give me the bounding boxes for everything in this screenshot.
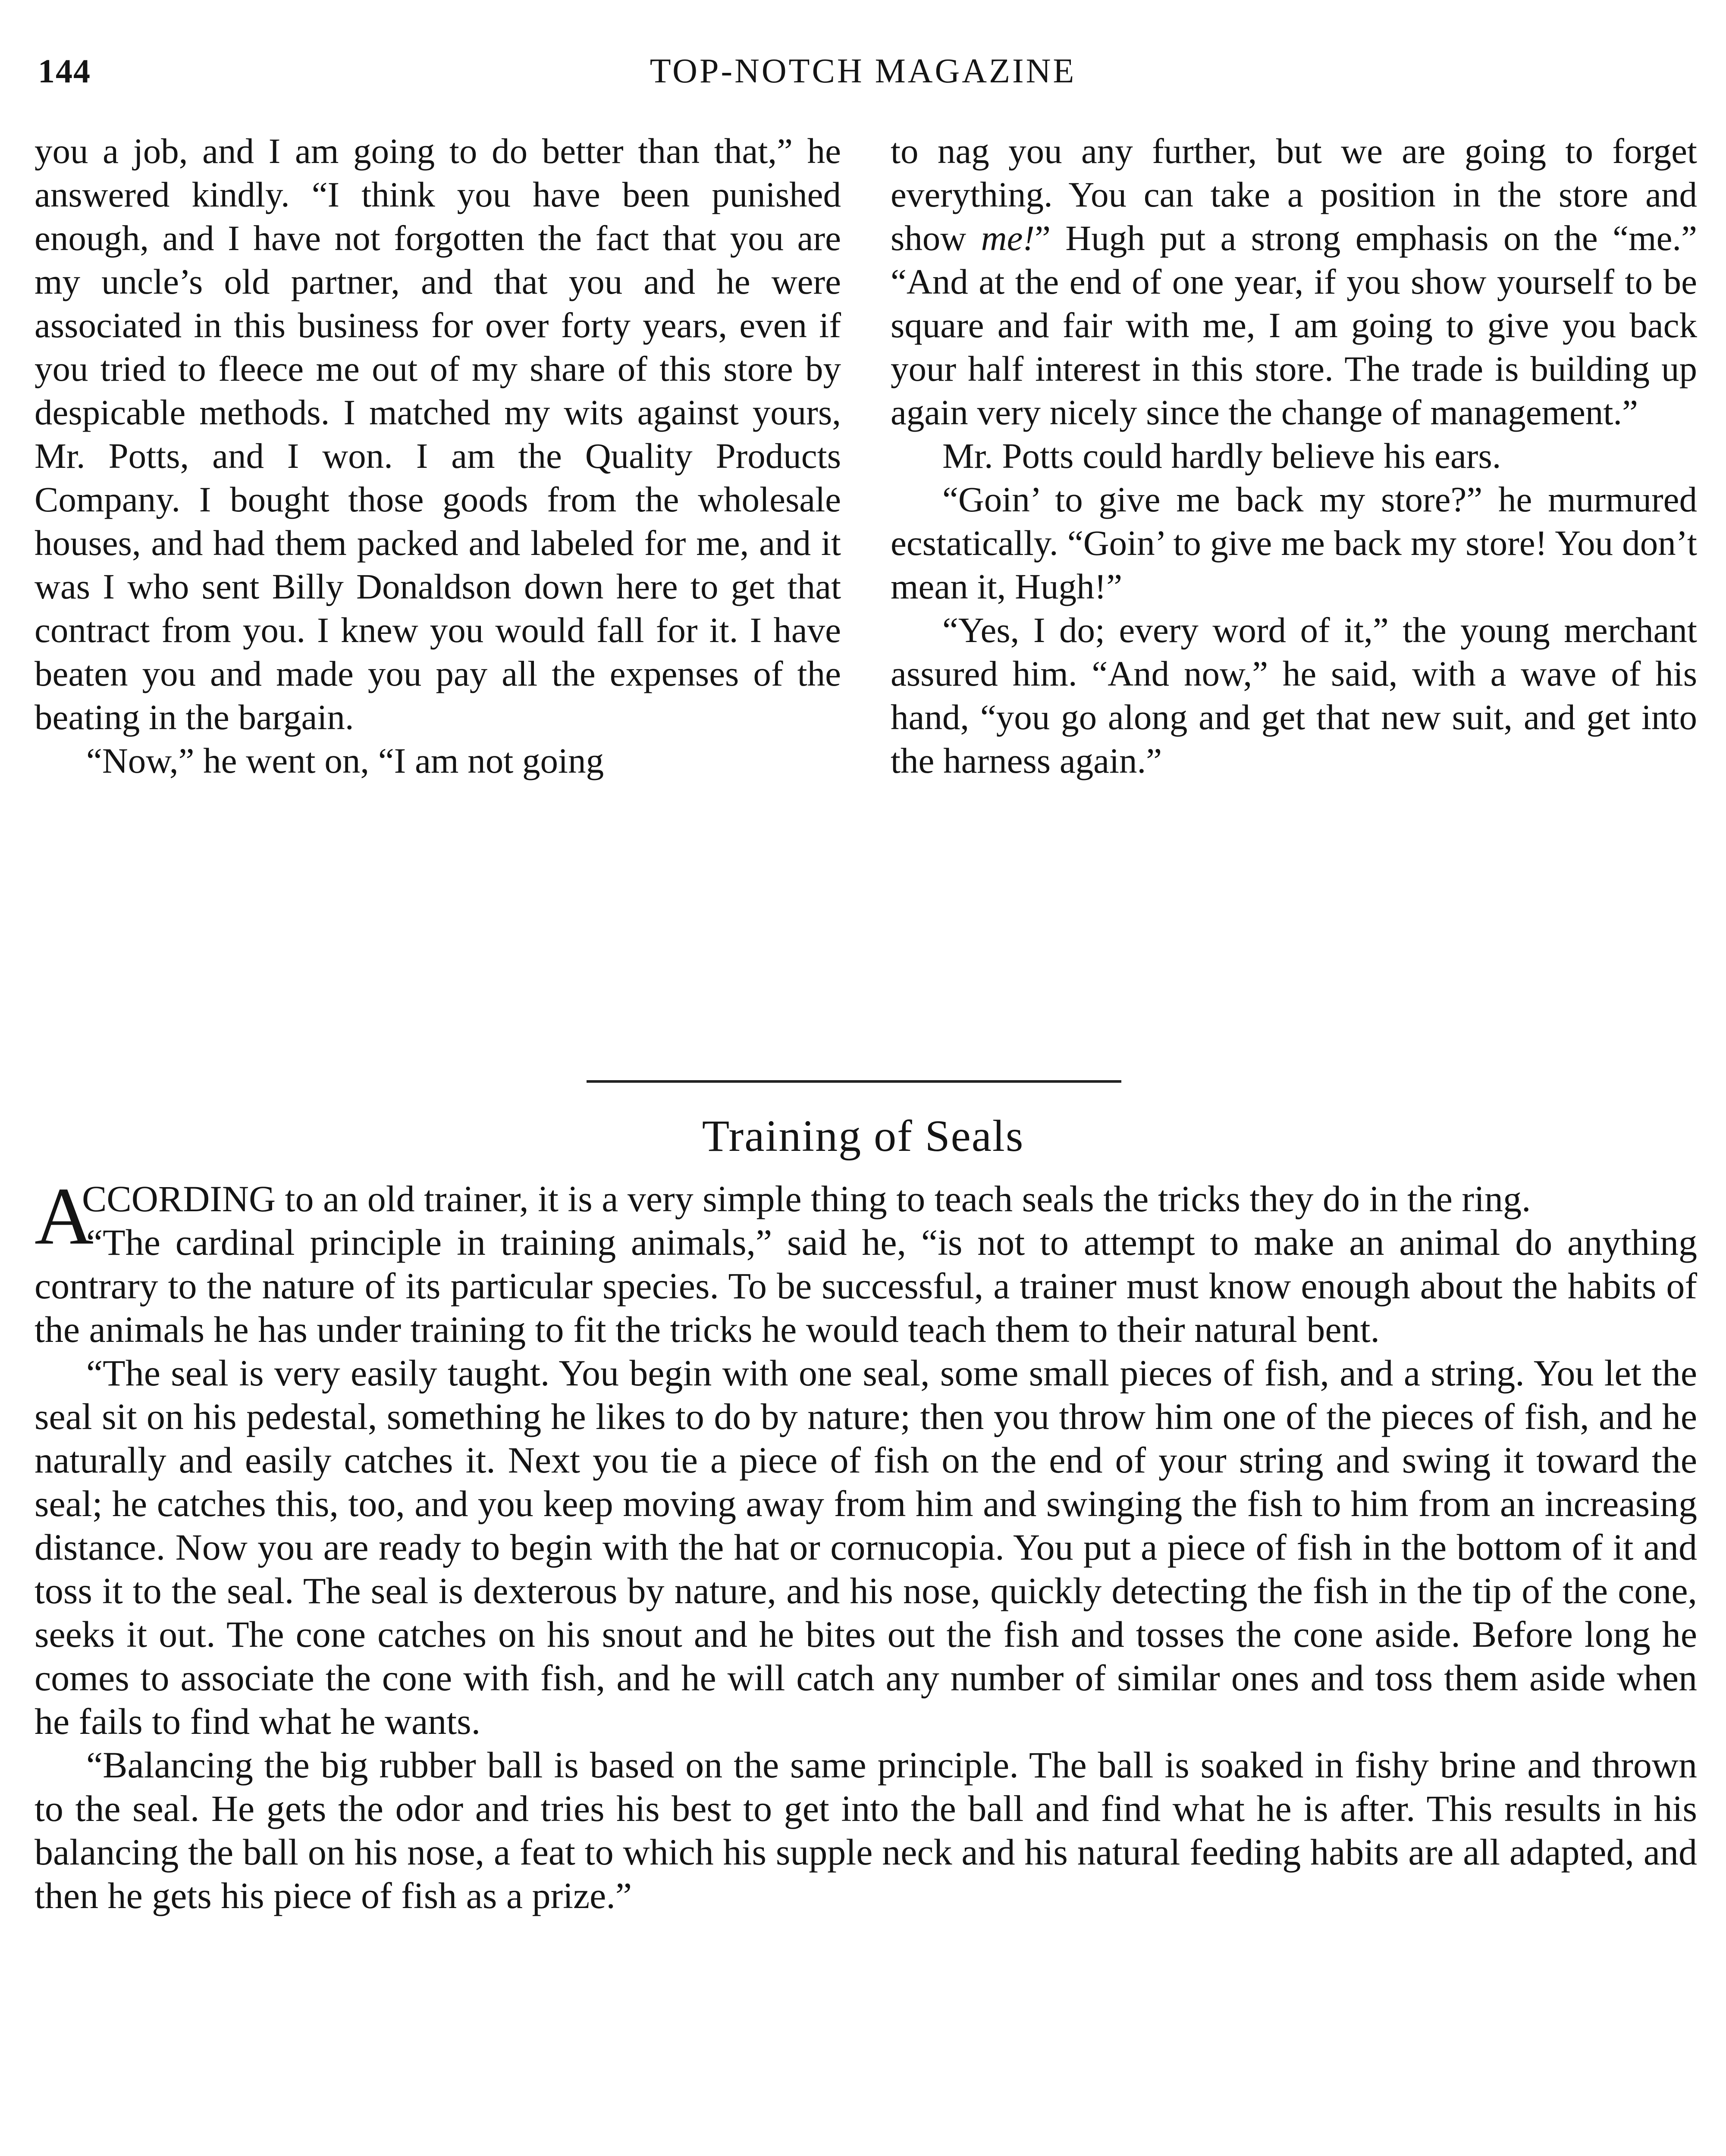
seals-paragraph-3: “The seal is very easily taught. You begin with one seal, some small pieces of fish, and a string. You let the seal sit on his pedestal, something he likes to do by nature; then you throw him one of the pieces of fish, and he naturally and easily catches it. Next you tie a piece of fish on the end of your string and swing it toward the seal; he catches this, too, and you keep moving away from him and swinging the fish to him from an increasing distance. Now you are ready to begin with the hat or cornucopia. You put a piece of fish in the bottom of it and toss it to the seal. The seal is dexterous by nature, and his nose, quickly detecting the fish in the tip of the cone, seeks it out. The cone catches on his snout and he bites out the fish and tosses the cone aside. Before long he comes to associate the cone with fish, and he will catch any number of similar ones and toss them aside when he fails to find what he wants.	[35, 1352, 1697, 1742]
seals-paragraph-1	[35, 1171, 1697, 1262]
story-continuation	[35, 129, 1695, 1056]
seals-paragraph-2: “The cardinal principle in training animals,” said he, “is not to attempt to make an animal do anything contrary to the nature of its particular species. To be successful, a trainer must know enough about the habits of the animals he has under training to fit the tricks he would teach them to their natural bent.	[35, 1222, 1697, 1350]
right-paragraph-1-text: to nag you any further, but we are going to forget everything. You can take a position in the store and show	[891, 131, 1697, 258]
right-column	[891, 129, 1697, 783]
page-header	[0, 52, 1726, 99]
left-column	[35, 129, 841, 783]
right-paragraph-3: “Goin’ to give me back my store?” he murmured ecstatically. “Goin’ to give me back my store! You don’t mean it, Hugh!”	[891, 479, 1697, 606]
right-paragraph-1-rest: ” Hugh put a strong emphasis on the “me.” “And at the end of one year, if you show yourself to be square and fair with me, I am going to give you back your half interest in this store. The trade is building up again very nicely since the change of management.”	[891, 218, 1697, 432]
seals-article-body	[35, 1171, 1697, 1918]
running-head: TOP-NOTCH MAGAZINE	[650, 52, 1076, 90]
emphasis-me: me!	[981, 218, 1035, 258]
right-paragraph-2: Mr. Potts could hardly believe his ears.	[942, 436, 1501, 476]
seals-dropcap: A	[35, 1171, 94, 1262]
seals-paragraph-4: “Balancing the big rubber ball is based on the same principle. The ball is soaked in fishy brine and thrown to the seal. He gets the odor and tries his best to get into the ball and find what he is after. This results in his balancing the ball on his nose, a feat to which his supple neck and his natural feeding habits are all adapted, and then he gets his piece of fish as a prize.”	[35, 1744, 1697, 1916]
seals-title: Training of Seals	[702, 1111, 1024, 1161]
story-end-rule	[587, 1080, 1121, 1083]
right-paragraph-1	[891, 129, 1697, 434]
page-number: 144	[38, 52, 91, 90]
left-paragraph-1: you a job, and I am going to do better than that,” he answered kindly. “I think you have been punished enough, and I have not forgotten the fact that you are my uncle’s old partner, and that you and he were associated in this business for over forty years, even if you tried to fleece me out of my share of this store by despicable methods. I matched my wits against yours, Mr. Potts, and I won. I am the Quality Products Company. I bought those goods from the wholesale houses, and had them packed and labeled for me, and it was I who sent Billy Donaldson down here to get that contract from you. I knew you would fall for it. I have beaten you and made you pay all the expenses of the beating in the bargain.	[35, 131, 841, 737]
seals-paragraph-1-text: CCORDING to an old trainer, it is a very simple thing to teach seals the tricks they do in the ring.	[82, 1178, 1531, 1219]
right-paragraph-4: “Yes, I do; every word of it,” the young merchant assured him. “And now,” he said, with a wave of his hand, “you go along and get that new suit, and get into the harness again.”	[891, 610, 1697, 780]
left-paragraph-2: “Now,” he went on, “I am not going	[86, 741, 604, 780]
